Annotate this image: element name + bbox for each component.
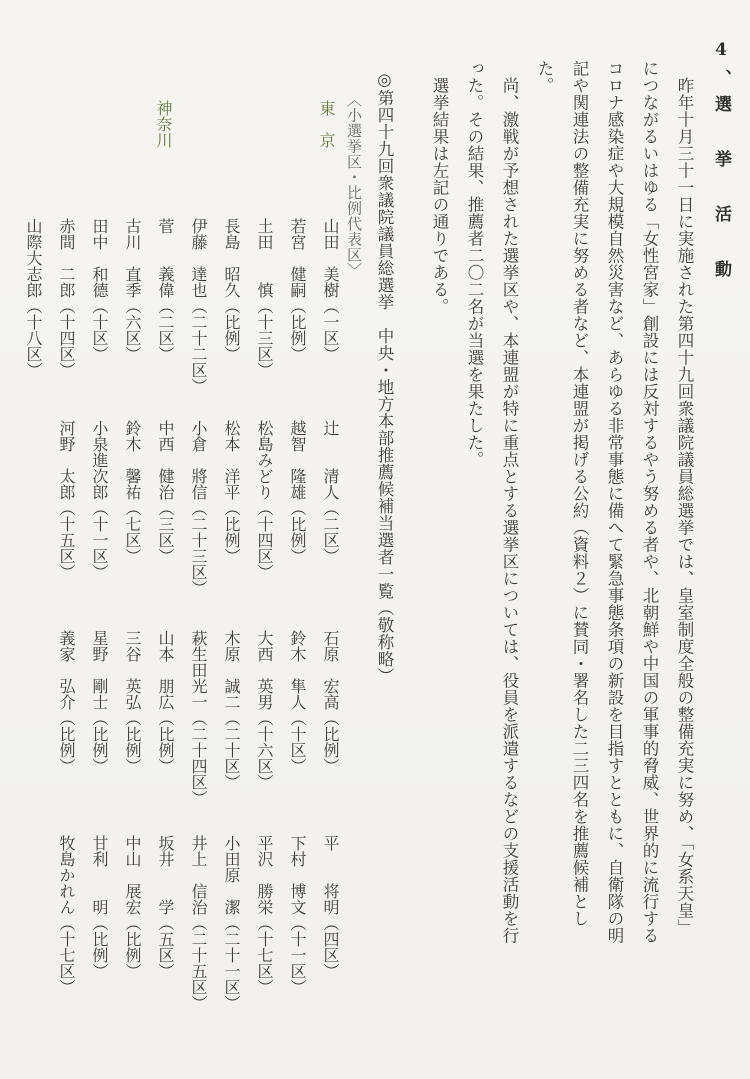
winner-entry: 山本 朋広（比例） <box>156 630 175 774</box>
winner-entry: 中山 展宏（比例） <box>123 835 142 979</box>
winner-entry: 萩生田光一（二十四区） <box>189 630 208 806</box>
winner-entry: 河野 太郎（十五区） <box>57 420 76 580</box>
winner-entry: 大西 英男（十六区） <box>255 630 274 790</box>
winner-entry: 小泉進次郎（十一区） <box>90 420 109 580</box>
winner-entry: 山際大志郎（十八区） <box>24 218 43 378</box>
winner-entry: 鈴木 隼人（十区） <box>288 630 307 774</box>
winner-entry: 菅 義偉（二区） <box>156 218 175 362</box>
winner-entry: 下村 博文（十一区） <box>288 835 307 995</box>
winner-entry: 星野 剛士（比例） <box>90 630 109 774</box>
paragraph1-line-5: た。 <box>535 60 554 94</box>
winner-entry: 山田 美樹（一区） <box>321 218 340 362</box>
paragraph2-line-2: った。その結果、推薦者二〇二名が当選を果たした。 <box>465 60 484 468</box>
winner-entry: 中西 健治（三区） <box>156 420 175 564</box>
winner-entry: 越智 隆雄（比例） <box>288 420 307 564</box>
winner-entry: 井上 信治（二十五区） <box>189 835 208 1011</box>
paragraph2-line-1: 尚、激戦が予想された選挙区や、本連盟が特に重点とする選挙区については、役員を派遣するなどの支援活動を行 <box>500 60 519 944</box>
paragraph1-line-3: コロナ感染症や大規模自然災害など、あらゆる非常事態に備へて緊急事態条項の新設を目指すとともに、自衛隊の明 <box>605 60 624 944</box>
list-subtitle: 〈小選挙区・比例代表区〉 <box>345 92 363 278</box>
winner-entry: 三谷 英弘（比例） <box>123 630 142 774</box>
winner-entry: 牧島かれん（十七区） <box>57 835 76 995</box>
winner-entry: 若宮 健嗣（比例） <box>288 218 307 362</box>
winner-entry: 木原 誠二（二十区） <box>222 630 241 790</box>
paragraph1-line-1: 昨年十月三十一日に実施された第四十九回衆議院議員総選挙では、皇室制度全般の整備充実に努め、「女系天皇」 <box>675 60 694 936</box>
winner-entry: 土田 慎（十三区） <box>255 218 274 378</box>
winner-entry: 松本 洋平（比例） <box>222 420 241 564</box>
winner-entry: 赤間 二郎（十四区） <box>57 218 76 378</box>
winner-entry: 平 将明（四区） <box>321 835 340 979</box>
list-title: ◎第四十九回衆議院議員総選挙 中央・地方本部推薦候補当選者一覧（敬称略） <box>375 70 394 685</box>
winner-entry: 鈴木 馨祐（七区） <box>123 420 142 564</box>
prefecture-tokyo: 東 京 <box>317 100 336 148</box>
winner-entry: 伊藤 達也（二十二区） <box>189 218 208 394</box>
winner-entry: 義家 弘介（比例） <box>57 630 76 774</box>
winner-entry: 石原 宏高（比例） <box>321 630 340 774</box>
winner-entry: 長島 昭久（比例） <box>222 218 241 362</box>
prefecture-kanagawa: 神奈川 <box>154 100 173 148</box>
winner-entry: 古川 直季（六区） <box>123 218 142 362</box>
winner-entry: 松島みどり（十四区） <box>255 420 274 580</box>
winner-entry: 田中 和德（十区） <box>90 218 109 362</box>
winner-entry: 小倉 將信（二十三区） <box>189 420 208 596</box>
winner-entry: 平沢 勝栄（十七区） <box>255 835 274 995</box>
winner-entry: 辻 清人（二区） <box>321 420 340 564</box>
paragraph1-line-4: 記や関連法の整備充実に努める者など、本連盟が掲げる公約（資料２）に賛同・署名した二三四名を推薦候補とし <box>570 60 589 927</box>
paragraph1-line-2: につながるいはゆる「女性宮家」創設には反対するやう努める者や、北朝鮮や中国の軍事的脅威、世界的に流行する <box>640 60 659 944</box>
winner-entry: 甘利 明（比例） <box>90 835 109 979</box>
paragraph2-line-3: 選挙結果は左記の通りである。 <box>430 60 449 315</box>
winner-entry: 小田原 潔（二十一区） <box>222 835 241 1011</box>
winner-entry: 坂井 学（五区） <box>156 835 175 979</box>
section-title: 4、選 挙 活 動 <box>711 40 731 286</box>
